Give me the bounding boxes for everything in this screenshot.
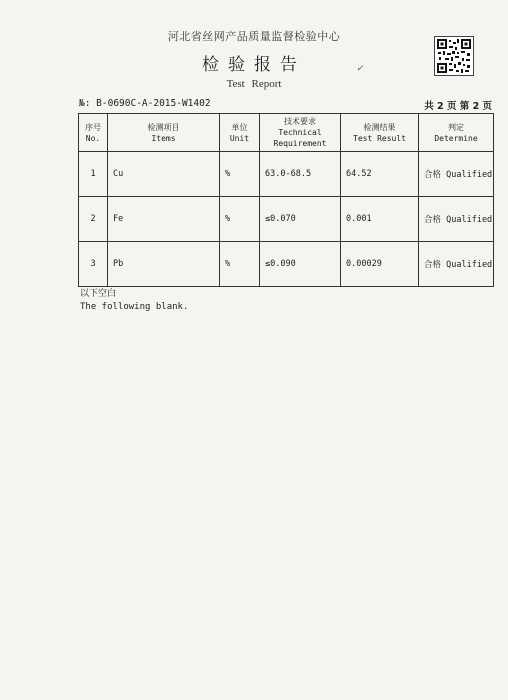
header-unit <box>220 114 260 152</box>
cell-unit: % <box>220 197 260 242</box>
cell-determine: 合格 Qualified <box>419 152 494 197</box>
header-en: Unit <box>229 133 250 143</box>
cell-no: 3 <box>79 242 108 287</box>
header-en: Test Result <box>353 133 406 143</box>
header-determine <box>419 114 494 152</box>
table-header-row <box>79 114 494 152</box>
organization-name: 河北省丝网产品质量监督检验中心 <box>167 30 341 43</box>
cell-result: 64.52 <box>341 152 419 197</box>
cell-requirement: ≤0.070 <box>260 197 341 242</box>
blank-note-cn: 以下空白 <box>80 289 117 299</box>
cell-result: 0.00029 <box>341 242 419 287</box>
header-cn: 检测项目 <box>147 122 180 132</box>
header-cn: 技术要求 <box>284 117 316 126</box>
report-meta <box>79 98 492 112</box>
report-number: №: B-0690C-A-2015-W1402 <box>79 98 211 109</box>
cell-unit: % <box>220 152 260 197</box>
header-seq <box>79 114 108 152</box>
cell-item: Fe <box>108 197 220 242</box>
header-cn: 序号 <box>85 122 101 132</box>
cell-result: 0.001 <box>341 197 419 242</box>
header-en: Determine <box>434 133 478 143</box>
header-items <box>108 114 220 152</box>
cell-item: Pb <box>108 242 220 287</box>
header-cn: 判定 <box>448 122 464 132</box>
header-requirement <box>260 114 341 152</box>
table-row <box>79 152 494 197</box>
qr-code-icon <box>434 36 474 76</box>
cell-determine: 合格 Qualified <box>419 242 494 287</box>
header-cn: 检测结果 <box>363 122 396 132</box>
cell-no: 2 <box>79 197 108 242</box>
header-cn: 单位 <box>231 122 248 132</box>
table-row <box>79 197 494 242</box>
handwritten-mark: ✓ <box>356 64 364 74</box>
header-en: No. <box>85 133 101 143</box>
cell-item: Cu <box>108 152 220 197</box>
header-en: Items <box>151 133 176 143</box>
header-en: Requirement <box>273 139 327 148</box>
cell-requirement: ≤0.090 <box>260 242 341 287</box>
header-en: Technical <box>278 128 322 137</box>
results-table <box>78 113 494 287</box>
cell-requirement: 63.0-68.5 <box>260 152 341 197</box>
blank-note-en: The following blank. <box>80 302 189 312</box>
blank-note <box>80 288 188 314</box>
report-title-en: Test Report <box>226 78 282 90</box>
header-result <box>341 114 419 152</box>
cell-no: 1 <box>79 152 108 197</box>
page-count: 共 2 页 第 2 页 <box>424 101 492 112</box>
cell-determine: 合格 Qualified <box>419 197 494 242</box>
table-row <box>79 242 494 287</box>
cell-unit: % <box>220 242 260 287</box>
report-title-cn: 检验报告 <box>202 55 306 75</box>
